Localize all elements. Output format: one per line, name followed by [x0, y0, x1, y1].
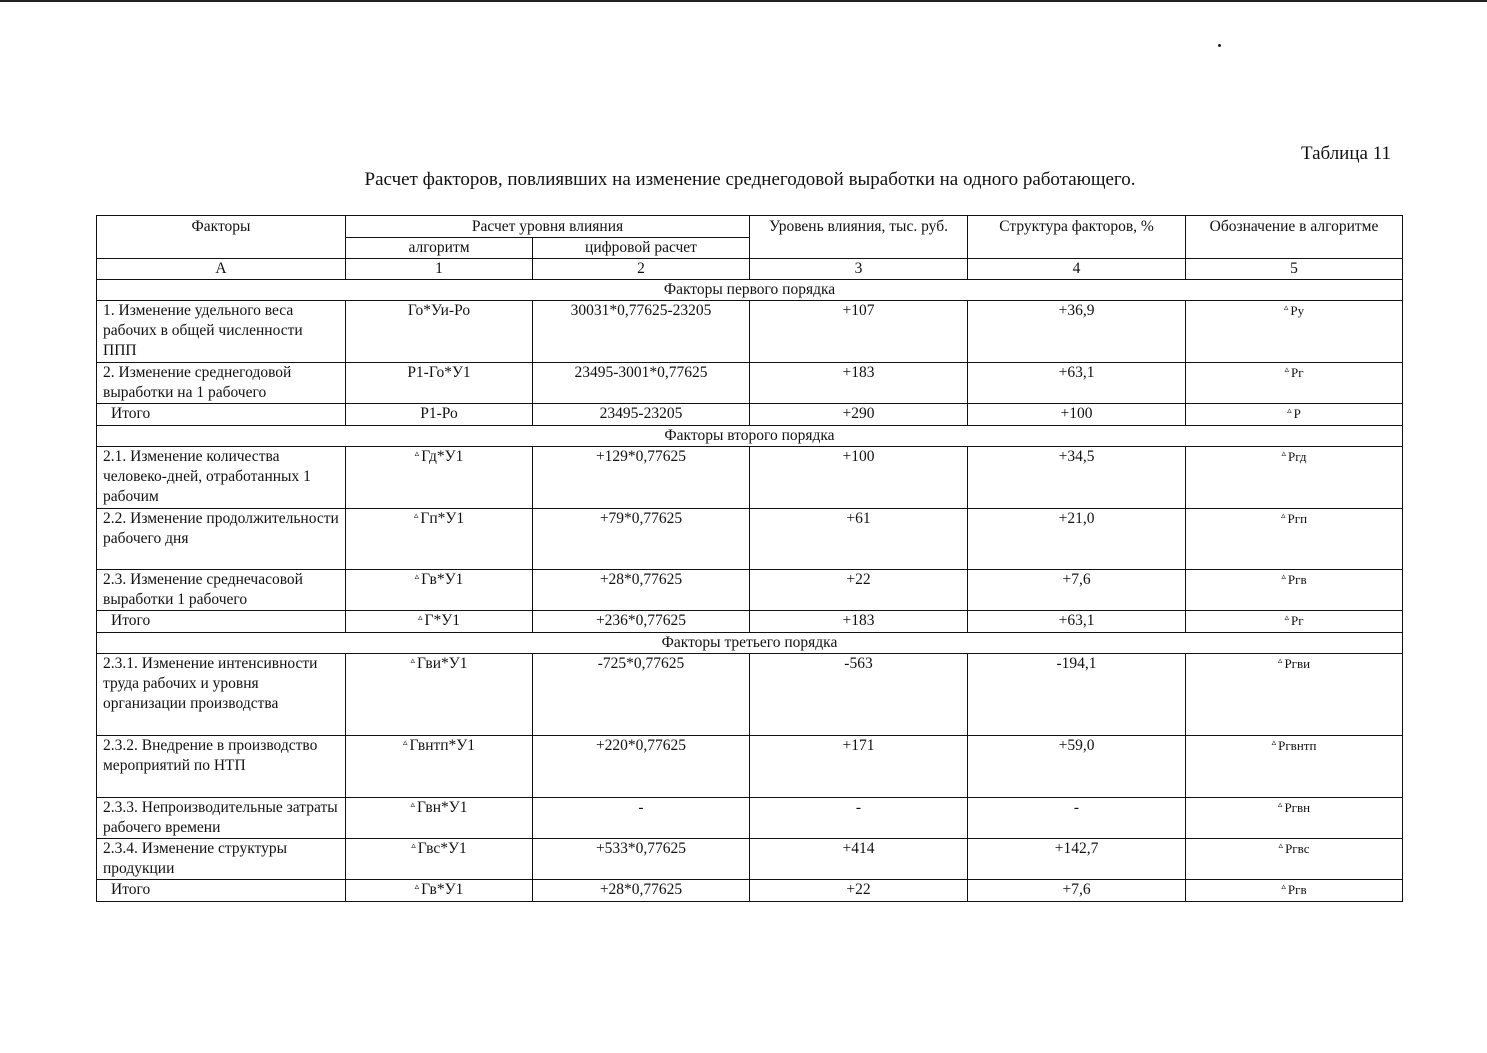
delta-icon: ▵: [410, 655, 416, 665]
table-row: [97, 839, 1403, 880]
column-number: А: [97, 259, 346, 280]
cell-algorithm-text: Гп*У1: [420, 510, 465, 527]
cell-numeric: 23495-23205: [533, 404, 750, 426]
table-row: [97, 736, 1403, 798]
cell-designation-text: Ргвс: [1285, 841, 1310, 856]
cell-designation: [1186, 404, 1403, 426]
cell-numeric: 30031*0,77625-23205: [533, 301, 750, 363]
cell-structure: +142,7: [968, 839, 1186, 880]
delta-icon: ▵: [402, 737, 408, 747]
cell-designation: [1186, 570, 1403, 611]
cell-algorithm: [346, 654, 533, 736]
header-factors: Факторы: [97, 216, 346, 259]
table-row: [97, 363, 1403, 404]
cell-algorithm: [346, 798, 533, 839]
cell-numeric: 23495-3001*0,77625: [533, 363, 750, 404]
cell-designation-text: Ргв: [1287, 882, 1307, 897]
delta-icon: ▵: [1287, 405, 1292, 415]
cell-structure: +63,1: [968, 611, 1186, 633]
header-calc-group: Расчет уровня влияния: [346, 216, 750, 238]
cell-level: -: [750, 798, 968, 839]
cell-factor: 2.1. Изменение количества человеко-дней, отработанных 1 рабочим: [97, 447, 346, 509]
cell-algorithm: [346, 736, 533, 798]
table-row: [97, 570, 1403, 611]
cell-factor: Итого: [97, 880, 346, 902]
scan-speck: [1218, 44, 1221, 47]
cell-designation-text: Ргвн: [1284, 800, 1311, 815]
cell-designation-text: Рг: [1291, 365, 1304, 380]
numbering-row: [97, 259, 1403, 280]
cell-structure: +59,0: [968, 736, 1186, 798]
cell-algorithm: [346, 509, 533, 570]
cell-factor: 2. Изменение среднегодовой выработки на 1 рабочего: [97, 363, 346, 404]
table-title: Расчет факторов, повлиявших на изменение среднегодовой выработки на одного работающего.: [364, 169, 1136, 190]
header-structure: Структура факторов, %: [968, 216, 1186, 259]
cell-numeric: +79*0,77625: [533, 509, 750, 570]
cell-algorithm-text: Г*У1: [424, 612, 460, 629]
cell-numeric: +220*0,77625: [533, 736, 750, 798]
cell-factor: 2.2. Изменение продолжительности рабочего дня: [97, 509, 346, 570]
cell-designation: [1186, 611, 1403, 633]
column-number: 3: [750, 259, 968, 280]
cell-designation: [1186, 736, 1403, 798]
column-number: 2: [533, 259, 750, 280]
cell-level: +100: [750, 447, 968, 509]
total-row: [97, 611, 1403, 633]
delta-icon: ▵: [418, 612, 423, 622]
cell-algorithm-text: Гвс*У1: [417, 840, 467, 857]
delta-icon: ▵: [410, 799, 416, 809]
cell-numeric: +236*0,77625: [533, 611, 750, 633]
delta-icon: ▵: [1277, 655, 1283, 665]
section-title: Факторы третьего порядка: [97, 633, 1403, 654]
cell-designation: [1186, 880, 1403, 902]
section-title: Факторы второго порядка: [97, 426, 1403, 447]
delta-icon: ▵: [1281, 881, 1286, 891]
cell-factor: 2.3.3. Непроизводительные затраты рабочего времени: [97, 798, 346, 839]
section-title: Факторы первого порядка: [97, 280, 1403, 301]
cell-designation-text: Рг: [1291, 613, 1304, 628]
cell-factor: 2.3.4. Изменение структуры продукции: [97, 839, 346, 880]
table-row: [97, 301, 1403, 363]
cell-factor: 1. Изменение удельного веса рабочих в общей численности ППП: [97, 301, 346, 363]
cell-level: +22: [750, 880, 968, 902]
section-header-row: [97, 633, 1403, 654]
cell-structure: +34,5: [968, 447, 1186, 509]
cell-level: +183: [750, 363, 968, 404]
table-body: [97, 216, 1403, 902]
total-row: [97, 404, 1403, 426]
cell-designation: [1186, 301, 1403, 363]
delta-icon: ▵: [414, 571, 420, 581]
table-row: [97, 447, 1403, 509]
column-number: 4: [968, 259, 1186, 280]
column-number: 1: [346, 259, 533, 280]
cell-designation-text: Ргви: [1284, 656, 1311, 671]
delta-icon: ▵: [1284, 364, 1289, 374]
delta-icon: ▵: [414, 881, 420, 891]
delta-icon: ▵: [1271, 737, 1277, 747]
cell-designation-text: Ру: [1290, 303, 1305, 318]
delta-icon: ▵: [1281, 571, 1286, 581]
cell-level: +183: [750, 611, 968, 633]
header-algorithm: алгоритм: [346, 238, 533, 259]
delta-icon: ▵: [1280, 510, 1286, 520]
delta-icon: ▵: [411, 840, 416, 850]
table-row: [97, 654, 1403, 736]
cell-algorithm-text: Гви*У1: [417, 655, 468, 672]
cell-level: +414: [750, 839, 968, 880]
cell-factor: 2.3.2. Внедрение в производство мероприятий по НТП: [97, 736, 346, 798]
cell-level: -563: [750, 654, 968, 736]
factors-table: [96, 215, 1403, 902]
cell-designation: [1186, 798, 1403, 839]
cell-designation-text: Ргд: [1288, 449, 1307, 464]
cell-structure: +7,6: [968, 880, 1186, 902]
cell-designation-text: Р: [1293, 406, 1301, 421]
cell-algorithm: [346, 570, 533, 611]
cell-designation: [1186, 654, 1403, 736]
total-row: [97, 880, 1403, 902]
cell-structure: -: [968, 798, 1186, 839]
delta-icon: ▵: [414, 448, 420, 458]
cell-algorithm: Го*Уи-Ро: [346, 301, 533, 363]
cell-numeric: +129*0,77625: [533, 447, 750, 509]
table-row: [97, 509, 1403, 570]
cell-factor: 2.3. Изменение среднечасовой выработки 1 рабочего: [97, 570, 346, 611]
cell-algorithm-text: Гв*У1: [421, 881, 464, 898]
header-row-1: [97, 216, 1403, 238]
table-row: [97, 798, 1403, 839]
delta-icon: ▵: [1281, 448, 1287, 458]
cell-numeric: -725*0,77625: [533, 654, 750, 736]
cell-level: +290: [750, 404, 968, 426]
cell-designation: [1186, 509, 1403, 570]
cell-structure: -194,1: [968, 654, 1186, 736]
cell-structure: +63,1: [968, 363, 1186, 404]
cell-level: +107: [750, 301, 968, 363]
delta-icon: ▵: [1277, 799, 1283, 809]
column-number: 5: [1186, 259, 1403, 280]
section-header-row: [97, 280, 1403, 301]
cell-algorithm: Р1-Ро: [346, 404, 533, 426]
cell-algorithm: [346, 839, 533, 880]
cell-level: +171: [750, 736, 968, 798]
cell-algorithm: [346, 611, 533, 633]
cell-factor: Итого: [97, 611, 346, 633]
cell-designation-text: Ргв: [1287, 572, 1307, 587]
cell-factor: 2.3.1. Изменение интенсивности труда рабочих и уровня организации производства: [97, 654, 346, 736]
cell-numeric: -: [533, 798, 750, 839]
cell-algorithm-text: Гвн*У1: [417, 799, 468, 816]
cell-designation-text: Ргвнтп: [1278, 738, 1317, 753]
header-designation: Обозначение в алгоритме: [1186, 216, 1403, 259]
cell-designation-text: Ргп: [1287, 511, 1308, 526]
scan-edge-line: [0, 0, 1487, 2]
header-numeric: цифровой расчет: [533, 238, 750, 259]
cell-factor: Итого: [97, 404, 346, 426]
delta-icon: ▵: [1278, 840, 1284, 850]
cell-algorithm-text: Гвнтп*У1: [409, 737, 476, 754]
cell-numeric: +28*0,77625: [533, 570, 750, 611]
cell-numeric: +533*0,77625: [533, 839, 750, 880]
delta-icon: ▵: [1283, 302, 1289, 312]
section-header-row: [97, 426, 1403, 447]
cell-designation: [1186, 839, 1403, 880]
cell-level: +22: [750, 570, 968, 611]
cell-algorithm-text: Гв*У1: [421, 571, 464, 588]
cell-designation: [1186, 447, 1403, 509]
cell-algorithm-text: Гд*У1: [421, 448, 464, 465]
cell-structure: +36,9: [968, 301, 1186, 363]
table-number: Таблица 11: [1300, 143, 1391, 164]
cell-structure: +21,0: [968, 509, 1186, 570]
header-level: Уровень влияния, тыс. руб.: [750, 216, 968, 259]
cell-structure: +7,6: [968, 570, 1186, 611]
cell-numeric: +28*0,77625: [533, 880, 750, 902]
cell-structure: +100: [968, 404, 1186, 426]
cell-algorithm: Р1-Го*У1: [346, 363, 533, 404]
cell-level: +61: [750, 509, 968, 570]
cell-algorithm: [346, 447, 533, 509]
cell-designation: [1186, 363, 1403, 404]
cell-algorithm: [346, 880, 533, 902]
delta-icon: ▵: [413, 510, 419, 520]
delta-icon: ▵: [1284, 612, 1289, 622]
